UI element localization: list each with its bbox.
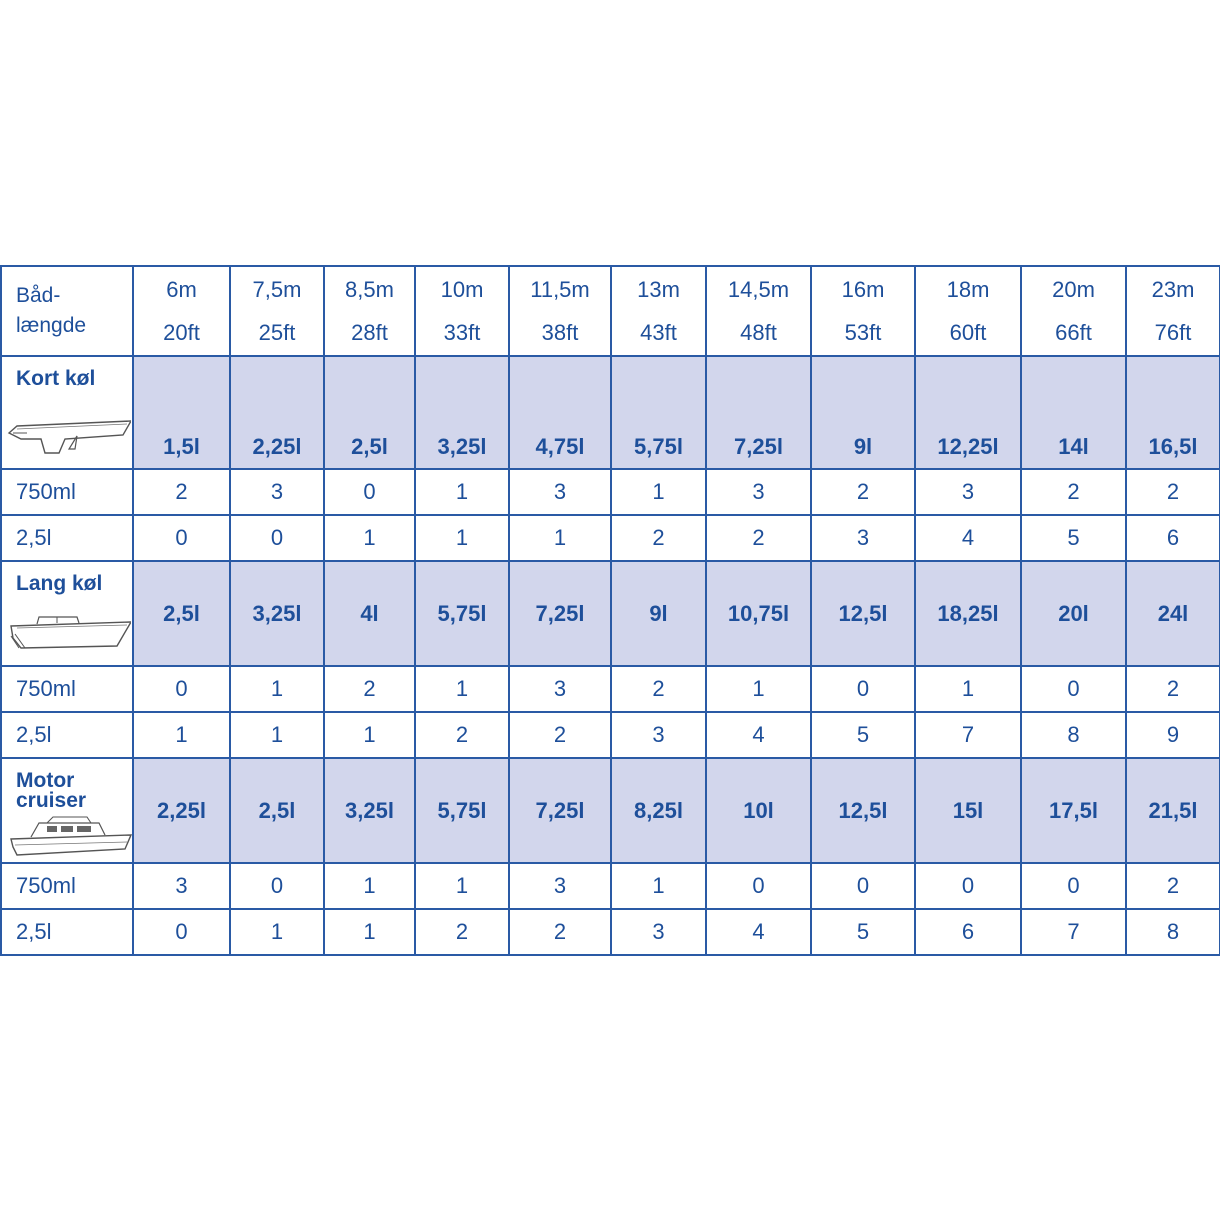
length-meters: 6m	[166, 277, 197, 302]
total-cell: 7,25l	[509, 561, 611, 666]
table-cell: 0	[1021, 666, 1126, 712]
total-cell: 1,5l	[133, 356, 230, 469]
length-header-cell	[230, 266, 324, 356]
table-cell: 3	[611, 909, 706, 955]
length-meters: 7,5m	[252, 277, 302, 302]
table-cell: 2	[611, 666, 706, 712]
length-feet: 60ft	[949, 320, 987, 345]
length-feet: 66ft	[1055, 320, 1092, 345]
total-cell: 16,5l	[1126, 356, 1220, 469]
length-feet: 53ft	[844, 320, 882, 345]
total-cell: 10l	[706, 758, 811, 863]
table-cell: 5	[811, 909, 915, 955]
total-cell: 15l	[915, 758, 1021, 863]
group-label-cell	[1, 561, 133, 666]
group-name-line2: cruiser	[16, 789, 87, 812]
table-cell: 1	[915, 666, 1021, 712]
table-cell: 4	[915, 515, 1021, 561]
table-cell: 1	[706, 666, 811, 712]
total-cell: 12,5l	[811, 561, 915, 666]
group-total-row	[1, 758, 1220, 863]
table-cell: 0	[133, 909, 230, 955]
long-keel-boat-icon	[7, 614, 131, 658]
table-cell: 2	[324, 666, 415, 712]
table-cell: 5	[1021, 515, 1126, 561]
length-meters: 18m	[946, 277, 990, 302]
length-meters: 10m	[440, 277, 484, 302]
total-cell: 7,25l	[706, 356, 811, 469]
table-cell: 1	[415, 469, 509, 515]
table-cell: 1	[415, 863, 509, 909]
row-label: 750ml	[1, 666, 133, 712]
table-cell: 2	[1126, 666, 1220, 712]
total-cell: 5,75l	[415, 561, 509, 666]
row-label: 2,5l	[1, 712, 133, 758]
total-cell: 7,25l	[509, 758, 611, 863]
length-feet: 48ft	[740, 320, 777, 345]
table-cell: 1	[324, 863, 415, 909]
table-cell: 0	[133, 666, 230, 712]
length-feet: 76ft	[1154, 320, 1192, 345]
group-name: Kort køl	[16, 367, 96, 390]
total-cell: 20l	[1021, 561, 1126, 666]
table-row	[1, 909, 1220, 955]
total-cell: 12,5l	[811, 758, 915, 863]
length-meters: 20m	[1052, 277, 1095, 302]
length-header-cell	[1021, 266, 1126, 356]
header-row	[1, 266, 1220, 356]
table-cell: 2	[415, 712, 509, 758]
length-header-cell	[324, 266, 415, 356]
table-row	[1, 712, 1220, 758]
table-row	[1, 863, 1220, 909]
group-total-row	[1, 561, 1220, 666]
table-cell: 1	[230, 712, 324, 758]
table-cell: 8	[1126, 909, 1220, 955]
length-meters: 16m	[841, 277, 885, 302]
length-header-cell	[415, 266, 509, 356]
length-feet: 43ft	[640, 320, 677, 345]
table-cell: 2	[811, 469, 915, 515]
group-name-line1: Motor	[16, 769, 75, 792]
total-cell: 2,5l	[324, 356, 415, 469]
length-meters: 8,5m	[345, 277, 394, 302]
length-header-cell	[915, 266, 1021, 356]
table-cell: 7	[1021, 909, 1126, 955]
table-cell: 1	[324, 515, 415, 561]
table-cell: 1	[230, 666, 324, 712]
table-cell: 2	[133, 469, 230, 515]
group-label-cell	[1, 356, 133, 469]
length-meters: 13m	[637, 277, 680, 302]
table-cell: 0	[230, 515, 324, 561]
table-cell: 0	[230, 863, 324, 909]
total-cell: 9l	[611, 561, 706, 666]
table-cell: 1	[133, 712, 230, 758]
table-cell: 0	[324, 469, 415, 515]
total-cell: 17,5l	[1021, 758, 1126, 863]
table-row	[1, 515, 1220, 561]
table-cell: 1	[611, 863, 706, 909]
table-cell: 1	[324, 909, 415, 955]
table-cell: 1	[324, 712, 415, 758]
total-cell: 12,25l	[915, 356, 1021, 469]
total-cell: 14l	[1021, 356, 1126, 469]
total-cell: 2,25l	[230, 356, 324, 469]
length-feet: 20ft	[163, 320, 200, 345]
table-cell: 2	[706, 515, 811, 561]
length-meters: 23m	[1151, 277, 1195, 302]
length-feet: 28ft	[351, 320, 388, 345]
group-total-row	[1, 356, 1220, 469]
total-cell: 9l	[811, 356, 915, 469]
table-cell: 3	[509, 469, 611, 515]
total-cell: 2,5l	[133, 561, 230, 666]
table-cell: 3	[509, 863, 611, 909]
length-header-cell	[133, 266, 230, 356]
row-label: 2,5l	[1, 515, 133, 561]
total-cell: 18,25l	[915, 561, 1021, 666]
total-cell: 8,25l	[611, 758, 706, 863]
table-cell: 3	[811, 515, 915, 561]
table-row	[1, 469, 1220, 515]
motor-cruiser-icon	[7, 815, 133, 861]
table-cell: 7	[915, 712, 1021, 758]
table-cell: 5	[811, 712, 915, 758]
table-cell: 6	[915, 909, 1021, 955]
sailboat-icon	[7, 409, 131, 459]
total-cell: 5,75l	[415, 758, 509, 863]
table-cell: 2	[509, 909, 611, 955]
total-cell: 3,25l	[230, 561, 324, 666]
table-cell: 2	[611, 515, 706, 561]
table-cell: 2	[509, 712, 611, 758]
boat-length-label	[1, 266, 133, 356]
boat-length-label-line1: Båd-	[16, 284, 61, 307]
row-label: 750ml	[1, 863, 133, 909]
length-meters: 11,5m	[530, 277, 590, 302]
total-cell: 4,75l	[509, 356, 611, 469]
table-row	[1, 666, 1220, 712]
table-cell: 1	[611, 469, 706, 515]
group-label-cell	[1, 758, 133, 863]
total-cell: 21,5l	[1126, 758, 1220, 863]
boat-length-label-line2: længde	[16, 314, 87, 337]
table-cell: 1	[415, 666, 509, 712]
table-cell: 8	[1021, 712, 1126, 758]
table-cell: 1	[509, 515, 611, 561]
table-cell: 0	[706, 863, 811, 909]
group-name: Lang køl	[16, 572, 103, 595]
table-cell: 3	[509, 666, 611, 712]
total-cell: 3,25l	[324, 758, 415, 863]
length-feet: 25ft	[258, 320, 296, 345]
total-cell: 5,75l	[611, 356, 706, 469]
table-cell: 4	[706, 909, 811, 955]
length-header-cell	[1126, 266, 1220, 356]
total-cell: 2,25l	[133, 758, 230, 863]
group-name	[16, 771, 86, 811]
total-cell: 4l	[324, 561, 415, 666]
table-cell: 2	[1021, 469, 1126, 515]
table-cell: 3	[706, 469, 811, 515]
row-label: 750ml	[1, 469, 133, 515]
table-cell: 0	[133, 515, 230, 561]
table-cell: 3	[230, 469, 324, 515]
table-cell: 3	[915, 469, 1021, 515]
table-cell: 1	[415, 515, 509, 561]
table-cell: 2	[415, 909, 509, 955]
length-header-cell	[611, 266, 706, 356]
length-header-cell	[509, 266, 611, 356]
table-cell: 2	[1126, 469, 1220, 515]
length-meters: 14,5m	[727, 277, 790, 302]
table-cell: 0	[811, 863, 915, 909]
length-header-cell	[706, 266, 811, 356]
table-cell: 2	[1126, 863, 1220, 909]
table-cell: 3	[133, 863, 230, 909]
total-cell: 10,75l	[706, 561, 811, 666]
total-cell: 24l	[1126, 561, 1220, 666]
table-cell: 0	[915, 863, 1021, 909]
length-feet: 38ft	[541, 320, 579, 345]
total-cell: 3,25l	[415, 356, 509, 469]
table-cell: 0	[1021, 863, 1126, 909]
row-label: 2,5l	[1, 909, 133, 955]
table-cell: 4	[706, 712, 811, 758]
table-cell: 3	[611, 712, 706, 758]
total-cell: 2,5l	[230, 758, 324, 863]
length-header-cell	[811, 266, 915, 356]
table-cell: 6	[1126, 515, 1220, 561]
dosage-table	[0, 265, 1220, 956]
boat-length-table-container	[0, 265, 1219, 956]
table-cell: 0	[811, 666, 915, 712]
table-cell: 9	[1126, 712, 1220, 758]
table-cell: 1	[230, 909, 324, 955]
length-feet: 33ft	[443, 320, 481, 345]
